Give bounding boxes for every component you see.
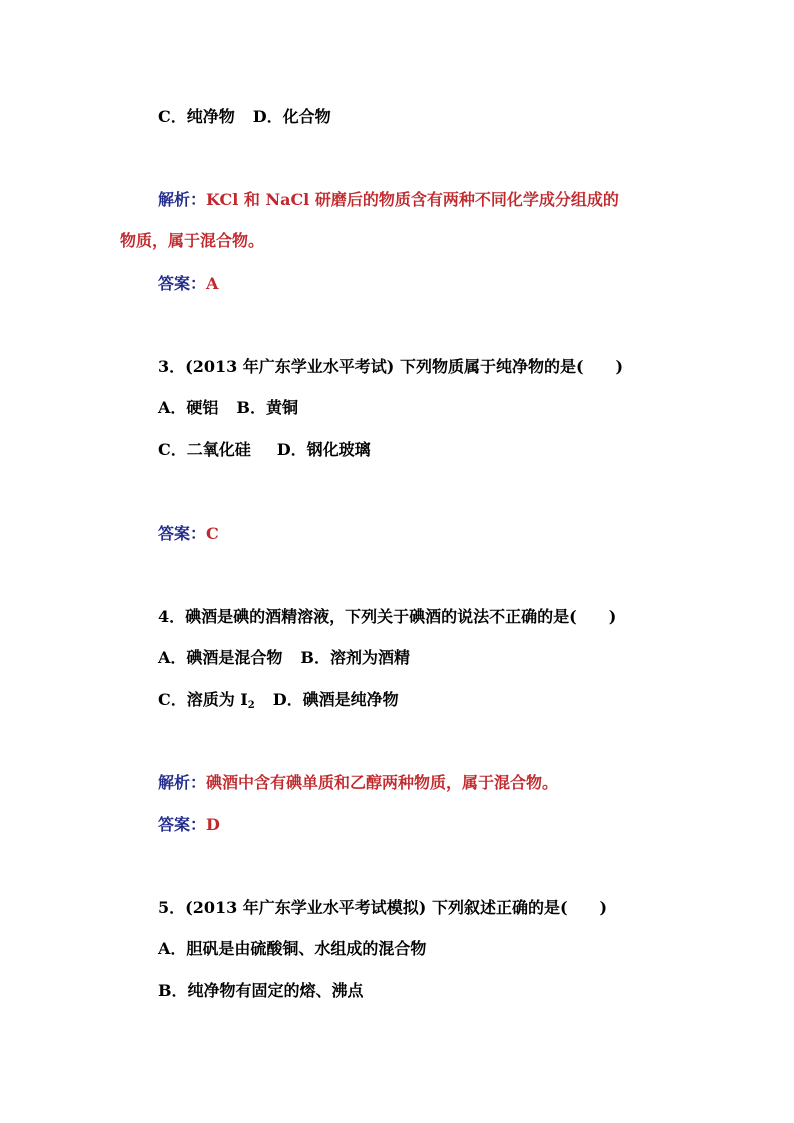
q5-option-a: A．胆矾是由硫酸铜、水组成的混合物 (158, 939, 427, 958)
q4-stem: 4．碘酒是碘的酒精溶液，下列关于碘酒的说法不正确的是( ) (158, 607, 617, 626)
q4-option-a: A．碘酒是混合物 (158, 648, 283, 667)
q3-option-a: A．硬铝 (158, 398, 219, 417)
q4-options-ab (158, 648, 410, 668)
q4-analysis (158, 773, 558, 793)
q5-stem: 5．(2013 年广东学业水平考试模拟) 下列叙述正确的是( ) (158, 898, 608, 917)
q3-options-ab (158, 398, 298, 418)
q2-analysis-text-1: KCl 和 NaCl 研磨后的物质含有两种不同化学成分组成的 (206, 190, 619, 209)
q3-option-c: C．二氧化硅 (158, 440, 251, 459)
q3-option-d: D．钢化玻璃 (276, 440, 371, 459)
q3-option-b: B．黄铜 (236, 398, 298, 417)
q2-answer-value: A (206, 274, 219, 293)
q4-option-b: B．溶剂为酒精 (300, 648, 410, 667)
q4-option-d: D．碘酒是纯净物 (272, 690, 399, 709)
q2-answer-label: 答案： (158, 274, 207, 293)
q4-analysis-label: 解析： (158, 773, 207, 792)
q3-answer (158, 524, 219, 544)
q4-option-c-text: C．溶质为 I (158, 690, 248, 709)
q2-analysis-line2 (120, 231, 264, 251)
q2-option-d: D．化合物 (252, 107, 331, 126)
q4-answer (158, 815, 220, 835)
q2-answer (158, 274, 218, 294)
q3-stem: 3．(2013 年广东学业水平考试) 下列物质属于纯净物的是( ) (158, 357, 624, 376)
q2-analysis-line1 (158, 190, 619, 210)
q4-option-c-subscript: 2 (247, 700, 255, 711)
q4-option-c (158, 690, 255, 709)
q3-answer-label: 答案： (158, 524, 207, 543)
q2-analysis-text-2: 物质，属于混合物。 (120, 231, 265, 250)
q5-option-b: B．纯净物有固定的熔、沸点 (158, 981, 364, 1000)
q4-options-cd (158, 690, 399, 710)
q4-analysis-text: 碘酒中含有碘单质和乙醇两种物质，属于混合物。 (206, 773, 559, 792)
q2-option-c: C．纯净物 (158, 107, 235, 126)
q2-analysis-label: 解析： (158, 190, 207, 209)
q2-options-cd (158, 107, 331, 127)
q3-options-cd (158, 440, 371, 460)
q4-answer-label: 答案： (158, 815, 207, 834)
q3-answer-value: C (206, 524, 219, 543)
q4-answer-value: D (206, 815, 220, 834)
